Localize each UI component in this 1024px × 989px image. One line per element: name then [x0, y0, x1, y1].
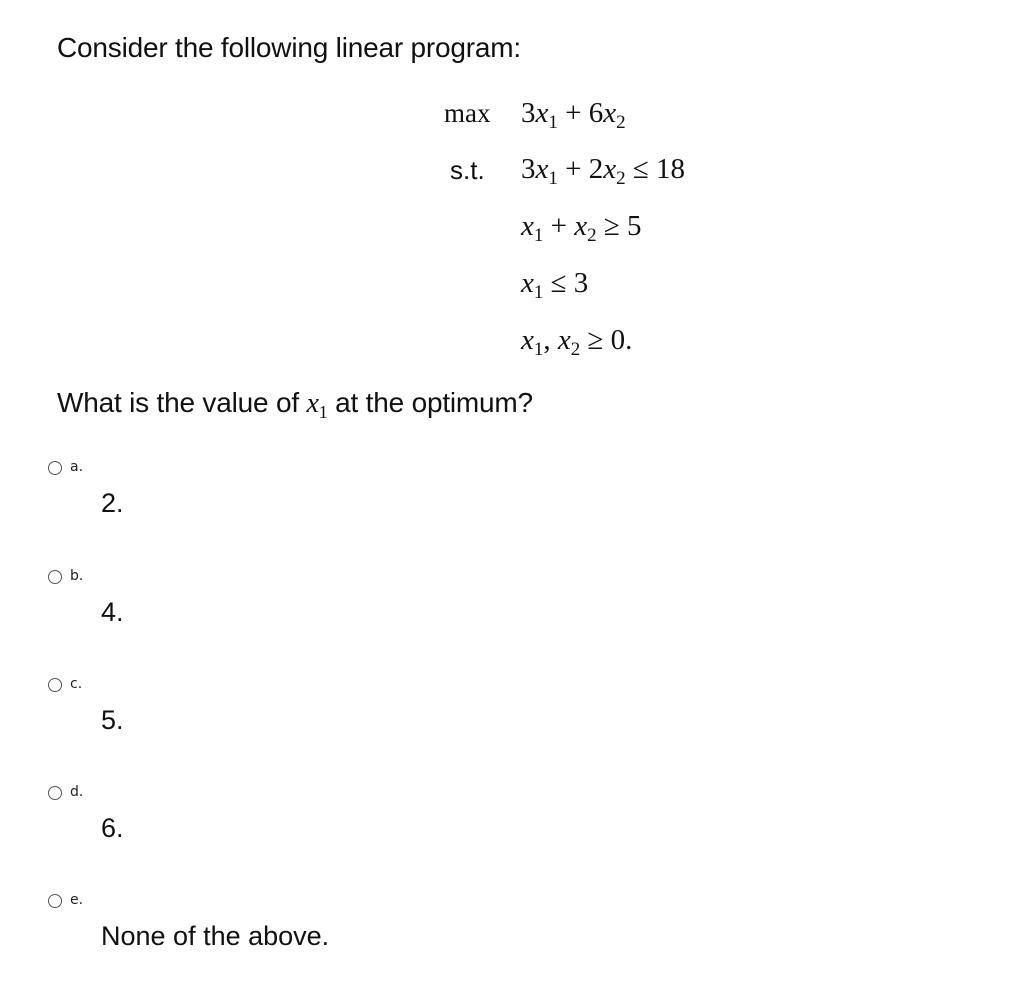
objective-coefficient-1: 3	[521, 97, 536, 129]
constraint-4-sub-1: 1	[533, 339, 544, 360]
question-prompt-after: at the optimum?	[335, 387, 533, 418]
objective-var-1: x	[535, 97, 549, 129]
constraint-3-sub-1: 1	[533, 282, 544, 303]
option-a-radio[interactable]	[48, 461, 62, 475]
option-a[interactable]	[44, 461, 544, 551]
constraint-1-var-1: x	[535, 153, 549, 185]
constraint-2-relation: ≥	[603, 210, 620, 242]
constraint-4-rhs: 0.	[610, 324, 633, 356]
option-b-radio[interactable]	[48, 570, 62, 584]
constraint-3-var-1: x	[521, 267, 534, 299]
constraint-2-var-2: x	[574, 210, 588, 242]
constraint-1-relation: ≤	[632, 153, 649, 185]
constraint-1-coefficient-2: 2	[588, 153, 604, 185]
option-c-letter: c.	[70, 676, 83, 692]
option-b-text: 4.	[101, 597, 124, 627]
constraint-4-relation: ≥	[587, 324, 604, 356]
option-d-letter: d.	[70, 784, 84, 800]
option-d-text: 6.	[101, 813, 124, 843]
option-e-letter: e.	[70, 892, 84, 908]
question-var-sub: 1	[318, 402, 328, 422]
constraint-4-var-2: x	[557, 324, 571, 356]
option-c-text: 5.	[101, 705, 124, 735]
option-d-radio[interactable]	[48, 786, 62, 800]
option-a-letter: a.	[70, 459, 84, 475]
option-d[interactable]	[44, 786, 544, 876]
constraint-4-sub-2: 2	[570, 339, 581, 360]
objective-sub-1: 1	[548, 112, 558, 133]
constraint-3-relation: ≤	[550, 267, 567, 299]
option-e[interactable]	[44, 894, 544, 984]
constraint-4-var-1: x	[521, 324, 534, 356]
objective-var-2: x	[603, 97, 617, 129]
question-var: x	[306, 388, 319, 419]
question-intro: Consider the following linear program:	[57, 32, 521, 63]
constraint-1-rhs: 18	[656, 153, 686, 185]
option-c-radio[interactable]	[48, 678, 62, 692]
constraint-2-var-1: x	[521, 210, 534, 242]
constraint-1-sub-2: 2	[616, 168, 626, 189]
option-e-text: None of the above.	[101, 921, 330, 951]
constraint-3-rhs: 3	[573, 267, 589, 299]
option-b-letter: b.	[70, 568, 84, 584]
option-e-radio[interactable]	[48, 894, 62, 908]
constraint-2-operator: +	[550, 210, 567, 242]
constraint-1-coefficient-1: 3	[521, 153, 536, 185]
objective-coefficient-2: 6	[588, 97, 604, 129]
constraint-1-sub-1: 1	[548, 168, 558, 189]
constraint-4-separator: ,	[543, 324, 551, 356]
constraint-2-sub-2: 2	[587, 225, 597, 246]
option-c[interactable]	[44, 678, 544, 768]
objective-operator: +	[565, 97, 582, 129]
objective-sub-2: 2	[616, 112, 626, 133]
constraint-1-var-2: x	[603, 153, 617, 185]
question-prompt-before: What is the value of	[57, 387, 299, 418]
constraint-2-sub-1: 1	[533, 225, 544, 246]
constraint-2-rhs: 5	[627, 210, 642, 242]
constraints-keyword: s.t.	[450, 155, 485, 185]
objective-keyword: max	[444, 98, 491, 128]
constraint-1-operator: +	[565, 153, 582, 185]
option-b[interactable]	[44, 570, 544, 660]
option-a-text: 2.	[101, 488, 124, 518]
